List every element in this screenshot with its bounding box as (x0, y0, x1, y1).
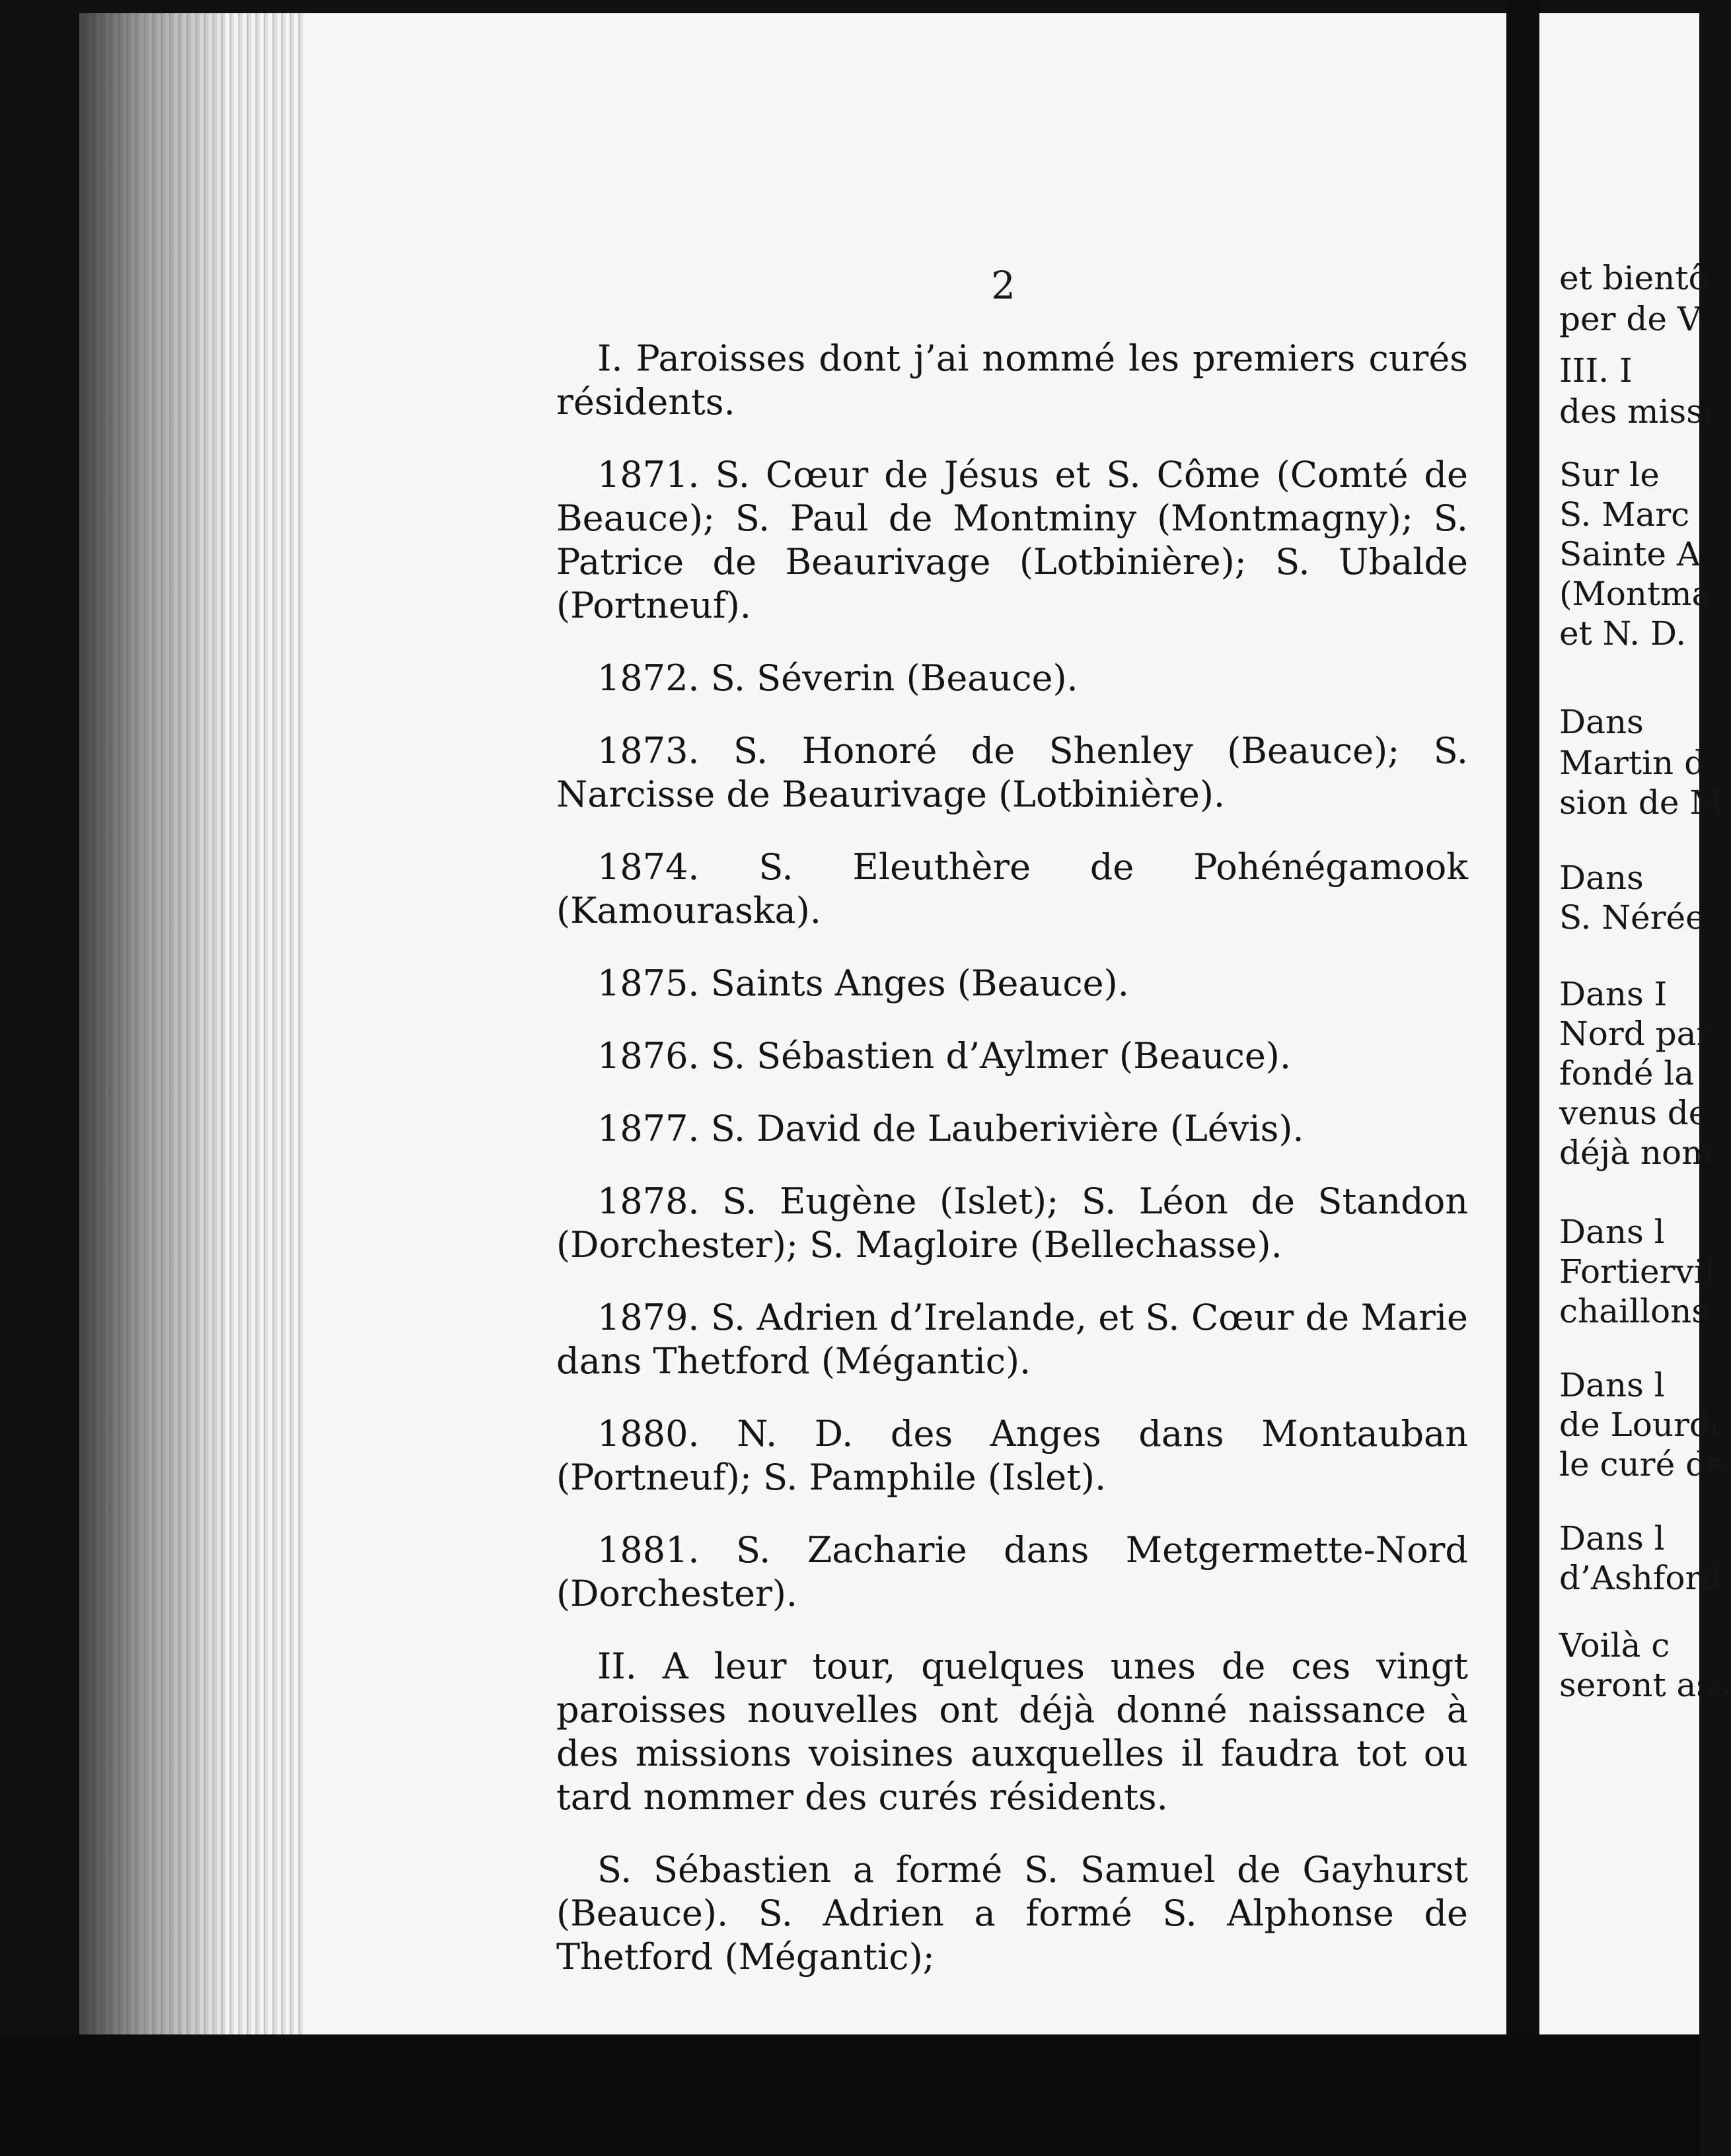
right-line: Voilà c (1559, 1626, 1670, 1665)
right-line: et bientô (1559, 259, 1709, 297)
page-text (556, 337, 1468, 2008)
paragraph-1878: 1878. S. Eugène (Islet); S. Léon de Standon (Dorchester); S. Magloire (Bellechasse). (556, 1180, 1468, 1266)
paragraph-1873: 1873. S. Honoré de Shenley (Beauce); S. Narcisse de Beaurivage (Lotbinière). (556, 730, 1468, 815)
right-line: déjà nom (1559, 1133, 1713, 1172)
right-line: Fortiervil (1559, 1252, 1715, 1291)
right-line: (Montma (1559, 575, 1712, 613)
paragraph-section-ii: II. A leur tour, quelques unes de ces vingt paroisses nouvelles ont déjà donné naissance à des missions voisines auxquelles il faudra tot ou tard nommer des curés résidents. (556, 1645, 1468, 1818)
right-line: et N. D. (1559, 614, 1687, 653)
paragraph-1881: 1881. S. Zacharie dans Metgermette-Nord (Dorchester). (556, 1529, 1468, 1614)
right-line: Dans I (1559, 975, 1668, 1013)
right-line: S. Marc (1559, 495, 1690, 534)
paragraph-1880: 1880. N. D. des Anges dans Montauban (Portneuf); S. Pamphile (Islet). (556, 1413, 1468, 1498)
paragraph-1879: 1879. S. Adrien d’Irelande, et S. Cœur de Marie dans Thetford (Mégantic). (556, 1297, 1468, 1382)
paragraph-1872: 1872. S. Séverin (Beauce). (597, 657, 1078, 699)
right-line: III. I (1559, 351, 1633, 390)
right-line: Dans (1559, 703, 1644, 741)
paragraph-intro: I. Paroisses dont j’ai nommé les premiers curés résidents. (556, 338, 1468, 423)
right-line: Dans l (1559, 1213, 1665, 1251)
right-line: chaillons. (1559, 1292, 1719, 1330)
paragraph-sebastien: S. Sébastien a formé S. Samuel de Gayhurst (Beauce). S. Adrien a formé S. Alphonse de Thetford (Mégantic); (556, 1849, 1468, 1978)
right-line: fondé la (1559, 1054, 1695, 1093)
paragraph-1871: 1871. S. Cœur de Jésus et S. Côme (Comté de Beauce); S. Paul de Montminy (Montmagny); S. Patrice de Beaurivage (Lotbinière); S. Ubalde (Portneuf). (556, 454, 1468, 626)
scan-background (0, 2034, 1699, 2156)
paragraph-1877: 1877. S. David de Lauberivière (Lévis). (597, 1108, 1304, 1149)
right-line: Sur le (1559, 456, 1660, 494)
right-line: le curé de (1559, 1445, 1726, 1484)
right-line: sion de M (1559, 783, 1724, 822)
right-line: Sainte A (1559, 535, 1701, 573)
right-line: Nord par (1559, 1015, 1713, 1053)
right-line: seront ass (1559, 1666, 1730, 1704)
right-line: Dans l (1559, 1519, 1665, 1558)
right-line: Dans l (1559, 1366, 1665, 1404)
right-line: venus de (1559, 1094, 1709, 1132)
right-line: S. Nérée (1559, 898, 1705, 937)
right-line: des missi (1559, 392, 1714, 431)
paragraph-1874: 1874. S. Eleuthère de Pohénégamook (Kamouraska). (556, 846, 1468, 931)
paragraph-1875: 1875. Saints Anges (Beauce). (597, 962, 1129, 1004)
book-gutter (1506, 0, 1539, 2156)
paragraph-1876: 1876. S. Sébastien d’Aylmer (Beauce). (597, 1035, 1292, 1077)
right-line: per de V (1559, 300, 1701, 338)
right-line: de Lourde (1559, 1406, 1730, 1444)
right-line: d’Ashford (1559, 1559, 1722, 1597)
right-line: Dans (1559, 859, 1644, 897)
book-edge-shadow (79, 13, 225, 2034)
right-line: Martin d (1559, 744, 1706, 782)
page-number: 2 (991, 263, 1015, 308)
